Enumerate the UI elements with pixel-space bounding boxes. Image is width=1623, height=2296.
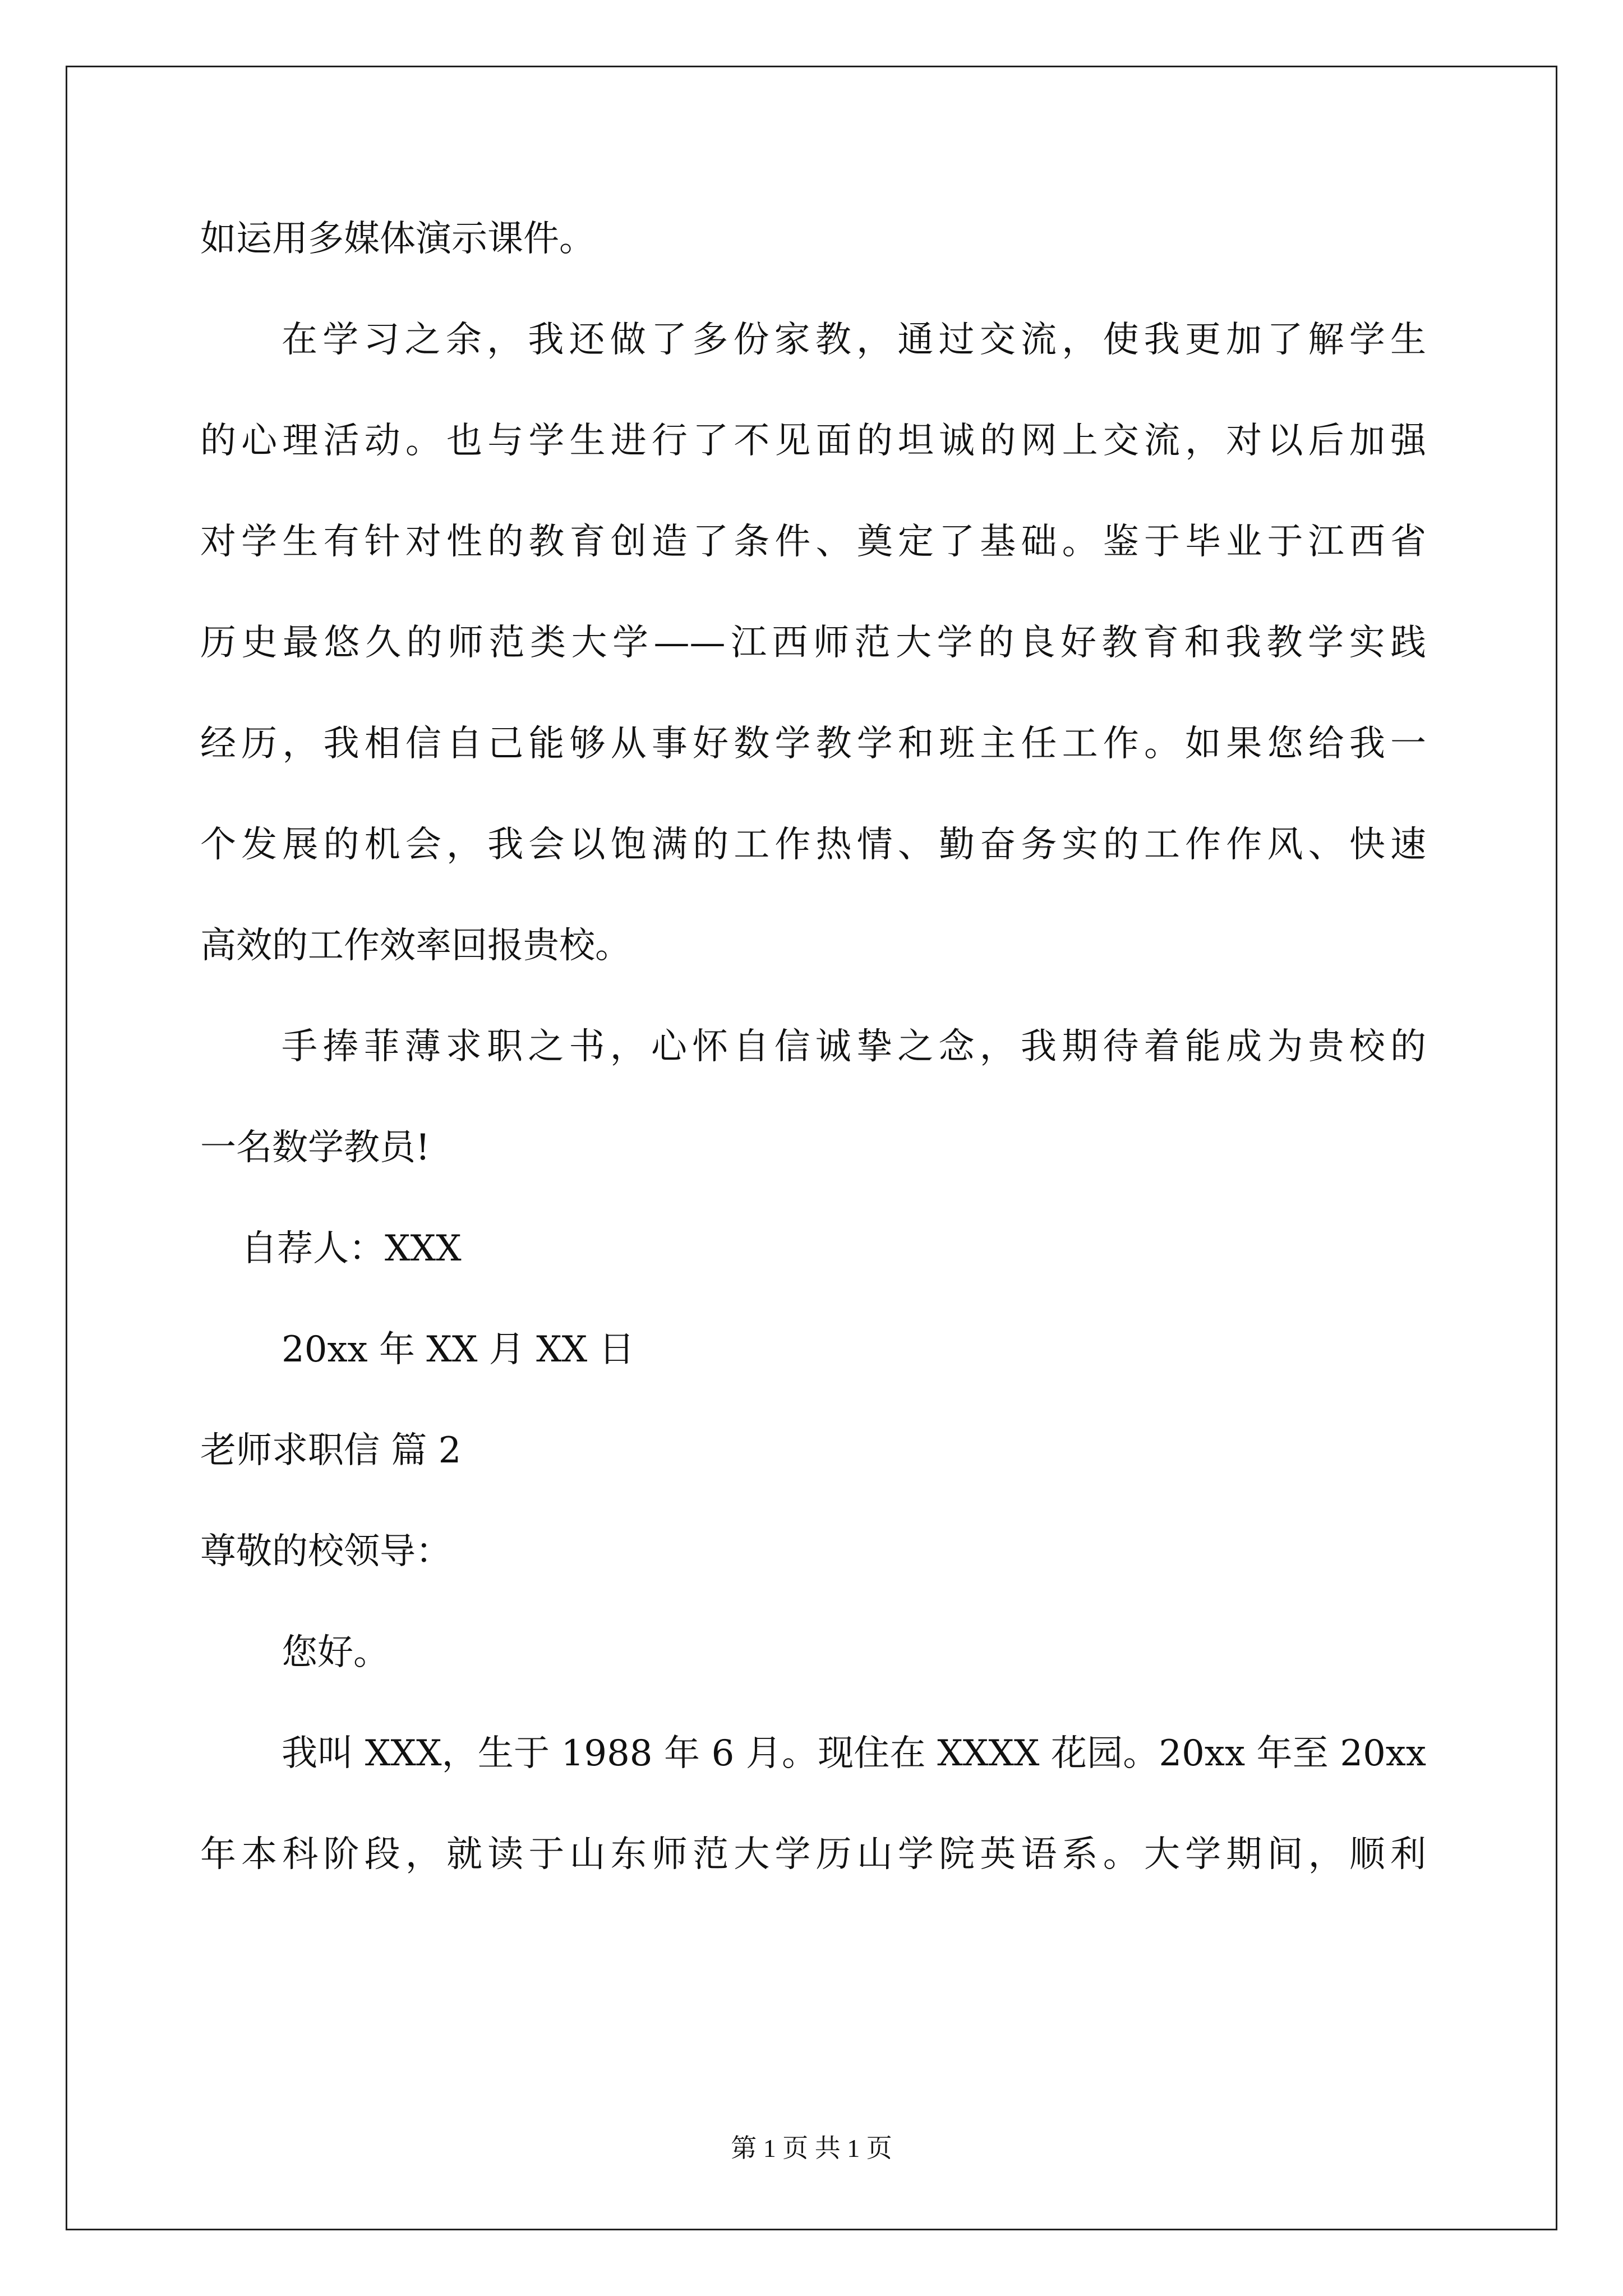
signature-line: 自荐人：XXX [241,1228,462,1269]
paragraph-first-line: 在学习之余，我还做了多份家教，通过交流，使我更加了解学生 [282,319,1426,361]
salutation: 尊敬的校领导： [200,1531,451,1572]
text-line: 经历，我相信自己能够从事好数学教学和班主任工作。如果您给我一 [200,723,1426,765]
text-line: 高效的工作效率回报贵校。 [200,925,631,967]
greeting: 您好。 [282,1632,389,1673]
text-line: 一名数学教员! [200,1127,430,1168]
text-line: 年本科阶段，就读于山东师范大学历山学院英语系。大学期间，顺利 [200,1834,1426,1875]
text-line: 如运用多媒体演示课件。 [200,218,595,260]
text-line: 对学生有针对性的教育创造了条件、奠定了基础。鉴于毕业于江西省 [200,521,1426,563]
page-number: 第 1 页 共 1 页 [731,2134,892,2162]
text-line: 历史最悠久的师范类大学——江西师范大学的良好教育和我教学实践 [200,622,1426,664]
section-heading: 老师求职信 篇 2 [200,1430,462,1471]
paragraph-first-line: 手捧菲薄求职之书，心怀自信诚挚之念，我期待着能成为贵校的 [282,1026,1426,1068]
text-line: 个发展的机会，我会以饱满的工作热情、勤奋务实的工作作风、快速 [200,824,1426,866]
text-line: 的心理活动。也与学生进行了不见面的坦诚的网上交流，对以后加强 [200,420,1426,462]
date-line: 20xx 年 XX 月 XX 日 [282,1329,635,1370]
paragraph-first-line: 我叫 XXX，生于 1988 年 6 月。现住在 XXXX 花园。20xx 年至 20xx [282,1733,1426,1774]
